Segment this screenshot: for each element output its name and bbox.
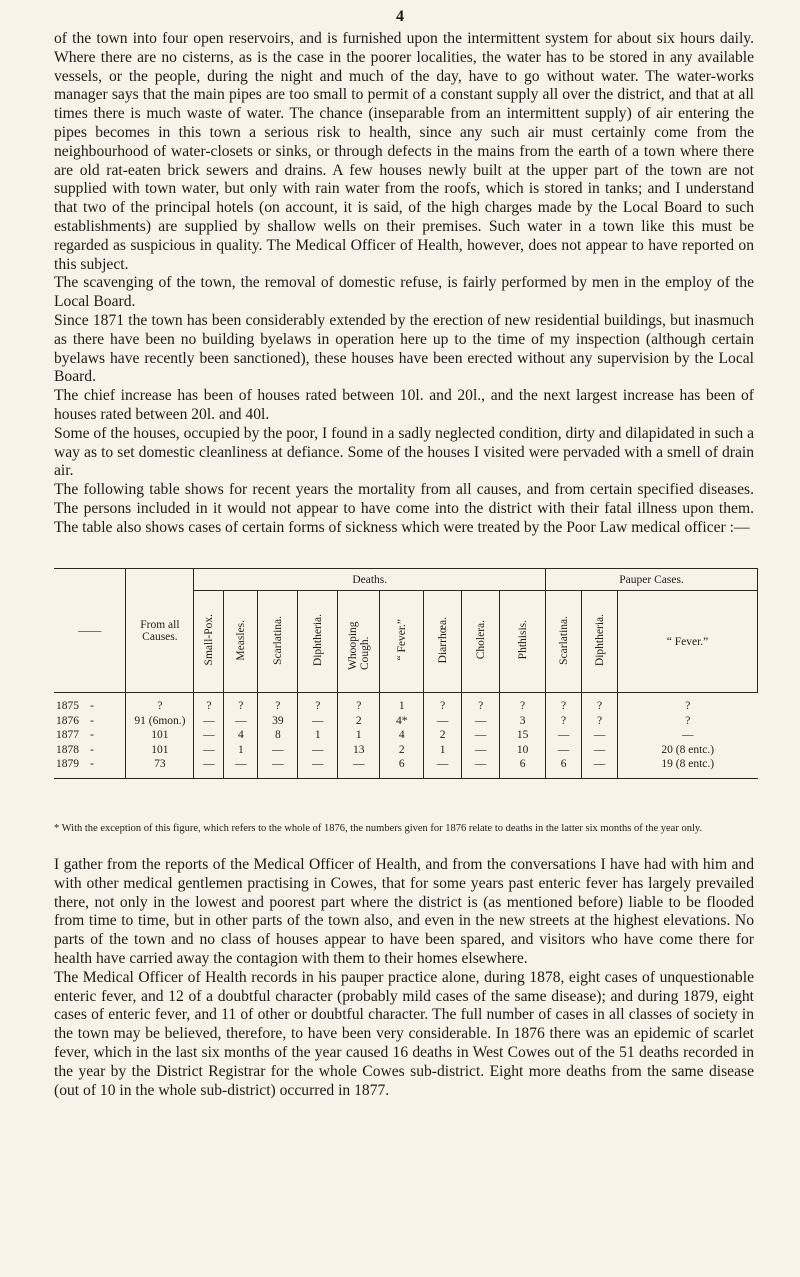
paragraph: Some of the houses, occupied by the poor, I found in a sadly neglected condition, dirty and dilapidated in such a way as to set domestic cleanliness at defiance. Some of the houses I visited were pervaded with a smell of drain air. <box>54 424 754 480</box>
paragraph: of the town into four open reservoirs, and is furnished upon the intermittent system for about six hours daily. Where there are no cisterns, as is the case in the poorer localities, the water has to be stored in any available vessels, or the people, during the night and much of the day, have to go without water. The water-works manager says that the main pipes are too small to permit of a constant supply all over the district, and that at all times there is much waste of water. The chance (inseparable from an intermittent supply) of air entering the pipes becomes in this town a serious risk to health, since any such air must certainly come from the neighbourhood of water-closets or sinks, or through defects in the mains from the earth of a town where there are old rat-eaten brick sewers and drains. A few houses newly built at the upper part of the town are not supplied with town water, but only with rain water from the roofs, which is stored in tanks; and I understand that two of the principal hotels (on account, it is said, of the high charges made by the Local Board to such establishments) are supplied by shallow wells on their premises. Such water in a town like this must be regarded as suspicious in quality. The Medical Officer of Health, however, does not appear to have reported on this subject. <box>54 30 754 273</box>
table-cell: — <box>618 728 758 743</box>
table-cell: — <box>224 714 258 729</box>
table-cell: 4 <box>224 728 258 743</box>
table-cell: 13 <box>338 743 380 758</box>
table-cell: 3 <box>500 714 546 729</box>
table-cell: — <box>582 728 618 743</box>
table-cell: 2 <box>424 728 462 743</box>
table-cell: 39 <box>258 714 298 729</box>
paragraph: I gather from the reports of the Medical Officer of Health, and from the conversations I have had with him and with other medical gentlemen practising in Cowes, that for some years past enteric fever has largely prevailed there, not only in the lowest and poorest part where the district is (as mentioned before) liable to be flooded from time to time, but in other parts of the town also, and even in the new streets at the highest elevations. No parts of the town and no class of houses appear to have been spared, and visitors who have come there for health have carried away the contagion with them to their homes elsewhere. <box>54 856 754 967</box>
year-cell: 1878 - <box>56 743 94 756</box>
table-cell: — <box>546 728 582 743</box>
col-diarrhoea: Diarrhœa. <box>424 591 462 693</box>
table-cell: ? <box>194 693 224 714</box>
paragraph: The following table shows for recent years the mortality from all causes, and from certain specified diseases. The persons included in it would not appear to have come into the district with their fatal illness upon them. The table also shows cases of certain forms of sickness which were treated by the Poor Law medical officer :— <box>54 481 754 536</box>
table-cell: — <box>194 757 224 778</box>
table-cell: ? <box>500 693 546 714</box>
col-scarlatina: Scarlatina. <box>258 591 298 693</box>
deaths-group-header: Deaths. <box>194 569 546 591</box>
all-causes-cell: 101 <box>126 743 194 758</box>
table-cell: — <box>462 743 500 758</box>
table-cell: ? <box>546 714 582 729</box>
table-cell: — <box>258 743 298 758</box>
table-cell: ? <box>224 693 258 714</box>
mortality-table-wrapper <box>54 568 758 779</box>
paragraph: The scavenging of the town, the removal of domestic refuse, is fairly performed by men in the employ of the Local Board. <box>54 274 754 311</box>
table-row <box>54 757 758 778</box>
table-cell: 19 (8 entc.) <box>618 757 758 778</box>
body-text-top <box>54 30 754 538</box>
table-cell: ? <box>258 693 298 714</box>
table-cell: 1 <box>224 743 258 758</box>
table-cell: — <box>224 757 258 778</box>
table-cell: 20 (8 entc.) <box>618 743 758 758</box>
table-cell: — <box>258 757 298 778</box>
all-causes-header: From all Causes. <box>126 569 194 693</box>
table-cell: ? <box>424 693 462 714</box>
pauper-group-header: Pauper Cases. <box>546 569 758 591</box>
table-row <box>54 693 758 714</box>
table-cell: — <box>462 714 500 729</box>
table-cell: — <box>298 757 338 778</box>
table-cell: 6 <box>380 757 424 778</box>
col-phthisis: Phthisis. <box>500 591 546 693</box>
all-causes-cell: 101 <box>126 728 194 743</box>
page-number: 4 <box>396 8 404 25</box>
table-cell: ? <box>582 714 618 729</box>
table-cell: ? <box>618 693 758 714</box>
table-cell: 1 <box>298 728 338 743</box>
table-cell: — <box>194 728 224 743</box>
all-causes-cell: 73 <box>126 757 194 778</box>
col-fever: “ Fever.” <box>380 591 424 693</box>
table-cell: 10 <box>500 743 546 758</box>
table-cell: — <box>424 714 462 729</box>
paragraph: Since 1871 the town has been considerably extended by the erection of new residential buildings, but inasmuch as there have been no building byelaws in operation here up to the time of my inspection (although certain byelaws have recently been sanctioned), these houses have been erected without any supervision by the Local Board. <box>54 311 754 386</box>
paragraph: The chief increase has been of houses rated between 10l. and 20l., and the next largest increase has been of houses rated between 20l. and 40l. <box>54 387 754 423</box>
all-causes-cell: 91 (6mon.) <box>126 714 194 729</box>
table-cell: ? <box>546 693 582 714</box>
table-cell: 8 <box>258 728 298 743</box>
table-cell: — <box>338 757 380 778</box>
body-text-bottom <box>54 856 754 1100</box>
table-row <box>54 728 758 743</box>
table-row <box>54 714 758 729</box>
table-cell: ? <box>338 693 380 714</box>
table-cell: — <box>462 728 500 743</box>
table-cell: ? <box>462 693 500 714</box>
col-measles: Measles. <box>224 591 258 693</box>
table-cell: 6 <box>500 757 546 778</box>
table-cell: — <box>546 743 582 758</box>
table-cell: ? <box>298 693 338 714</box>
col-pauper-scarlatina: Scarlatina. <box>546 591 582 693</box>
paragraph: The Medical Officer of Health records in his pauper practice alone, during 1878, eight cases of unquestionable enteric fever, and 12 of a doubtful character (probably mild cases of the same disease); and during 1879, eight cases of enteric fever, and 11 of other or doubtful character. The full number of cases in all classes of society in the town may be believed, therefore, to have been very considerable. In 1876 there was an epidemic of scarlet fever, which in the last six months of the year caused 16 deaths in West Cowes out of the 51 deaths recorded in the year by the District Registrar for the whole Cowes sub-district. Eight more deaths from the same disease (out of 10 in the whole sub-district) occurred in 1877. <box>54 968 754 1099</box>
year-cell: 1876 - <box>56 714 94 727</box>
year-header: —— <box>54 569 126 693</box>
table-cell: 15 <box>500 728 546 743</box>
table-cell: ? <box>618 714 758 729</box>
col-pauper-fever: “ Fever.” <box>618 591 758 693</box>
table-cell: 4 <box>380 728 424 743</box>
table-cell: 4* <box>380 714 424 729</box>
year-cell: 1879 - <box>54 757 126 778</box>
table-cell: — <box>194 714 224 729</box>
year-cell: 1875 - <box>56 700 94 712</box>
table-row <box>54 743 758 758</box>
mortality-table <box>54 568 758 779</box>
table-cell: — <box>194 743 224 758</box>
table-cell: — <box>582 743 618 758</box>
col-cholera: Cholera. <box>462 591 500 693</box>
table-cell: — <box>462 757 500 778</box>
table-cell: — <box>298 714 338 729</box>
table-footnote: * With the exception of this figure, which refers to the whole of 1876, the numbers given for 1876 relate to deaths in the latter six months of the year only. <box>54 823 703 834</box>
col-whooping-cough: Whooping Cough. <box>338 591 380 693</box>
table-cell: ? <box>582 693 618 714</box>
table-cell: 1 <box>424 743 462 758</box>
table-cell: 2 <box>338 714 380 729</box>
table-cell: 1 <box>338 728 380 743</box>
table-cell: — <box>424 757 462 778</box>
col-pauper-diphtheria: Diphtheria. <box>582 591 618 693</box>
table-cell: 6 <box>546 757 582 778</box>
col-smallpox: Small-Pox. <box>194 591 224 693</box>
table-cell: 2 <box>380 743 424 758</box>
table-cell: 1 <box>380 693 424 714</box>
table-cell: — <box>298 743 338 758</box>
table-cell: — <box>582 757 618 778</box>
col-diphtheria: Diphtheria. <box>298 591 338 693</box>
year-cell: 1877 - <box>56 729 94 741</box>
all-causes-cell: ? <box>126 693 194 714</box>
